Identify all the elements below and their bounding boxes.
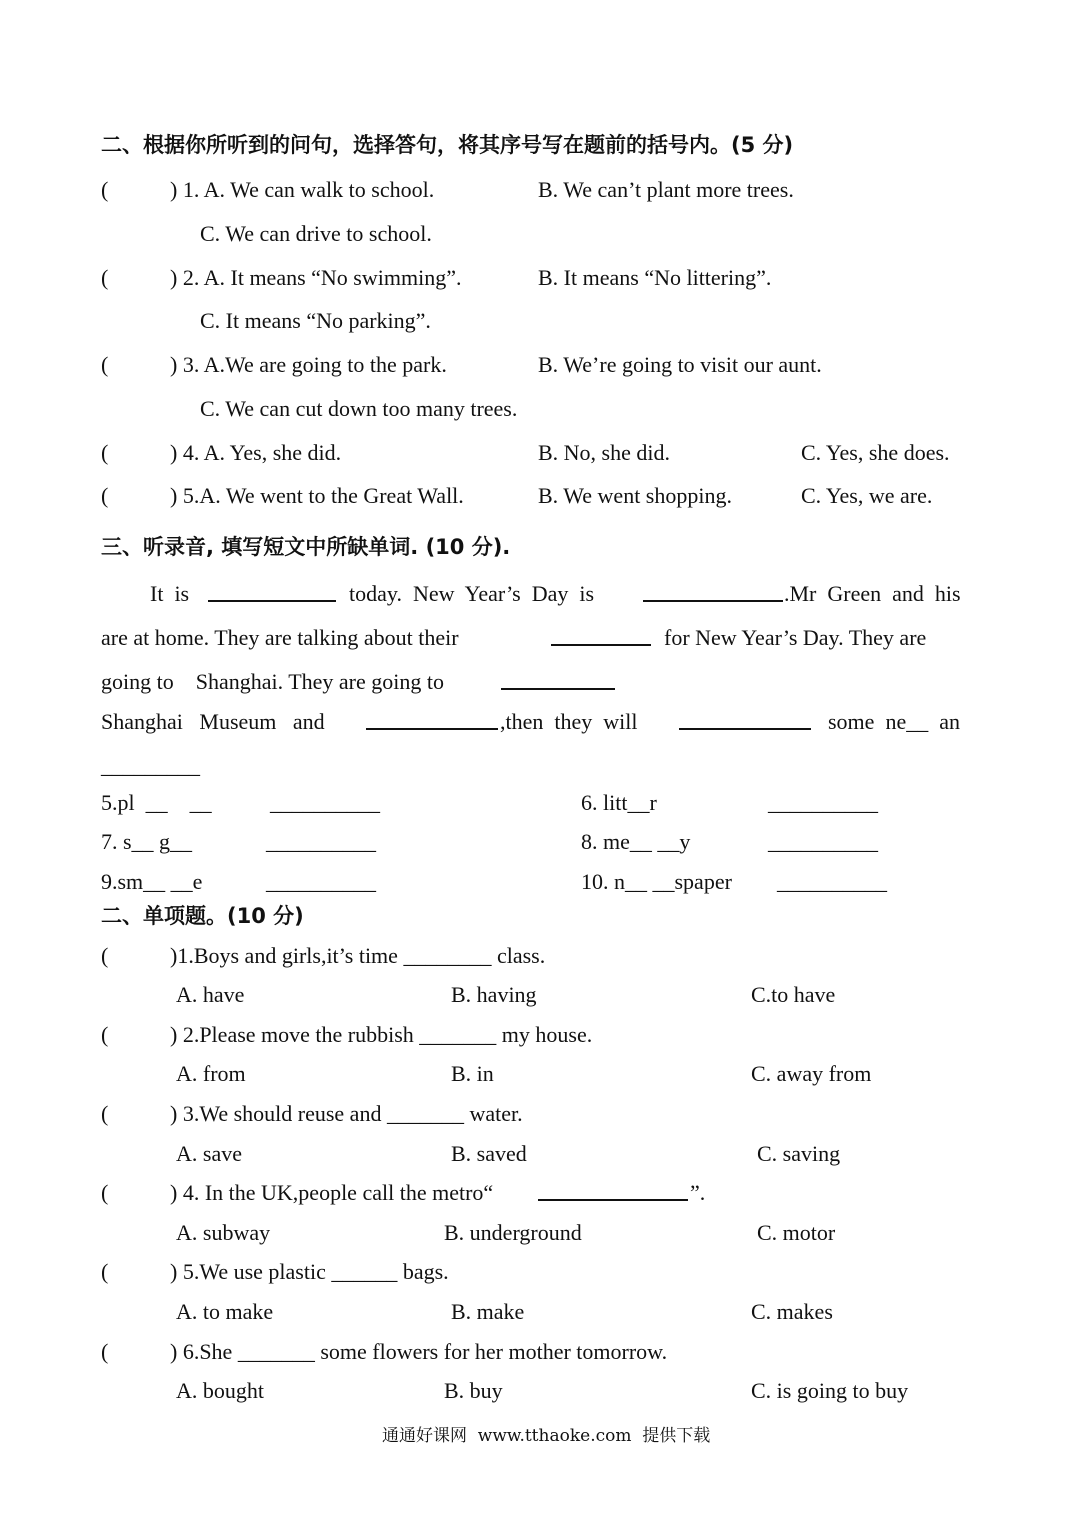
mc-q5-option-a: A. to make [176, 1299, 274, 1324]
mc-q6-option-a: A. bought [176, 1378, 264, 1403]
answer-paren: ( [101, 1022, 109, 1047]
mc-q3-stem: ) 3.We should reuse and _______ water. [170, 1101, 523, 1126]
fill-blank[interactable] [679, 708, 811, 735]
mc-q4-stem-end: ”. [690, 1180, 706, 1205]
s2-q1-option-b: B. We can’t plant more trees. [538, 177, 794, 202]
passage-text: today. New Year’s Day is [349, 581, 595, 606]
mc-q4-option-b: B. underground [444, 1220, 582, 1245]
s2-q1-option-a: ) 1. A. We can walk to school. [170, 177, 435, 202]
answer-paren: ( [101, 1339, 109, 1364]
answer-paren: ( [101, 177, 109, 202]
mc-q3-option-b: B. saved [451, 1141, 527, 1166]
fill-blank[interactable] [501, 668, 615, 695]
mc-q2-stem: ) 2.Please move the rubbish _______ my house. [170, 1022, 593, 1047]
mc-q1-option-a: A. have [176, 982, 245, 1007]
answer-paren: ( [101, 943, 109, 968]
s2-q4-option-a: ) 4. A. Yes, she did. [170, 440, 342, 465]
s2-q5-option-a: ) 5.A. We went to the Great Wall. [170, 483, 464, 508]
answer-paren: ( [101, 265, 109, 290]
s2-q2-option-a: ) 2. A. It means “No swimming”. [170, 265, 462, 290]
s2-q2-option-c: C. It means “No parking”. [200, 308, 431, 333]
passage-text: .Mr Green and his [784, 581, 961, 606]
s2-q3-option-c: C. We can cut down too many trees. [200, 396, 518, 421]
mc-q5-option-c: C. makes [751, 1299, 833, 1324]
section-4-title: 二、单项题。(10 分) [101, 904, 304, 928]
s2-q4-option-b: B. No, she did. [538, 440, 670, 465]
word-answer-line[interactable]: __________ [266, 829, 376, 854]
mc-q5-option-b: B. make [451, 1299, 525, 1324]
word-question: 8. me__ __y [581, 829, 691, 854]
s2-q5-option-c: C. Yes, we are. [801, 483, 933, 508]
mc-q4-option-c: C. motor [757, 1220, 836, 1245]
mc-q1-option-c: C.to have [751, 982, 836, 1007]
s2-q1-option-c: C. We can drive to school. [200, 221, 432, 246]
passage-text: ,then they will [500, 709, 638, 734]
mc-q4-option-a: A. subway [176, 1220, 271, 1245]
fill-blank[interactable] [643, 580, 783, 607]
mc-q2-option-c: C. away from [751, 1061, 872, 1086]
mc-q1-stem: )1.Boys and girls,it’s time ________ class. [170, 943, 546, 968]
mc-q6-option-c: C. is going to buy [751, 1378, 909, 1403]
s2-q3-option-b: B. We’re going to visit our aunt. [538, 352, 822, 377]
passage-text: Shanghai Museum and [101, 709, 325, 734]
passage-text: for New Year’s Day. They are [664, 625, 927, 650]
mc-q3-option-a: A. save [176, 1141, 242, 1166]
answer-paren: ( [101, 1101, 109, 1126]
fill-blank[interactable] [551, 624, 651, 651]
fill-blank[interactable] [366, 708, 498, 735]
word-answer-line[interactable]: __________ [768, 790, 878, 815]
word-question: 10. n__ __spaper [581, 869, 732, 894]
s2-q5-option-b: B. We went shopping. [538, 483, 732, 508]
s2-q4-option-c: C. Yes, she does. [801, 440, 950, 465]
mc-q6-stem: ) 6.She _______ some flowers for her mother tomorrow. [170, 1339, 668, 1364]
word-question: 9.sm__ __e [101, 869, 203, 894]
word-answer-line[interactable]: __________ [266, 869, 376, 894]
section-2-title: 二、根据你所听到的问句，选择答句，将其序号写在题前的括号内。(5 分) [101, 133, 794, 157]
passage-text: going to Shanghai. They are going to [101, 669, 444, 694]
s2-q2-option-b: B. It means “No littering”. [538, 265, 772, 290]
page-footer: 通通好课网 www.tthaoke.com 提供下载 [382, 1426, 711, 1446]
mc-q2-option-a: A. from [176, 1061, 246, 1086]
passage-text: It is [150, 581, 190, 606]
answer-paren: ( [101, 352, 109, 377]
word-answer-line[interactable]: __________ [270, 790, 380, 815]
word-question: 5.pl __ __ [101, 790, 212, 815]
word-question: 6. litt__r [581, 790, 657, 815]
word-question: 7. s__ g__ [101, 829, 193, 854]
mc-q6-option-b: B. buy [444, 1378, 503, 1403]
fill-blank[interactable] [208, 580, 336, 607]
answer-paren: ( [101, 440, 109, 465]
passage-text: some ne__ an [828, 709, 960, 734]
mc-q1-option-b: B. having [451, 982, 537, 1007]
mc-q3-option-c: C. saving [757, 1141, 841, 1166]
fill-blank[interactable] [538, 1179, 688, 1206]
mc-q5-stem: ) 5.We use plastic ______ bags. [170, 1259, 449, 1284]
word-answer-line[interactable]: __________ [777, 869, 887, 894]
answer-paren: ( [101, 1259, 109, 1284]
answer-paren: ( [101, 483, 109, 508]
mc-q4-stem: ) 4. In the UK,people call the metro“ [170, 1180, 494, 1205]
passage-blank-line: _________ [101, 753, 200, 778]
answer-paren: ( [101, 1180, 109, 1205]
mc-q2-option-b: B. in [451, 1061, 494, 1086]
passage-text: are at home. They are talking about their [101, 625, 459, 650]
section-3-title: 三、听录音, 填写短文中所缺单词. (10 分). [101, 535, 511, 559]
s2-q3-option-a: ) 3. A.We are going to the park. [170, 352, 447, 377]
word-answer-line[interactable]: __________ [768, 829, 878, 854]
